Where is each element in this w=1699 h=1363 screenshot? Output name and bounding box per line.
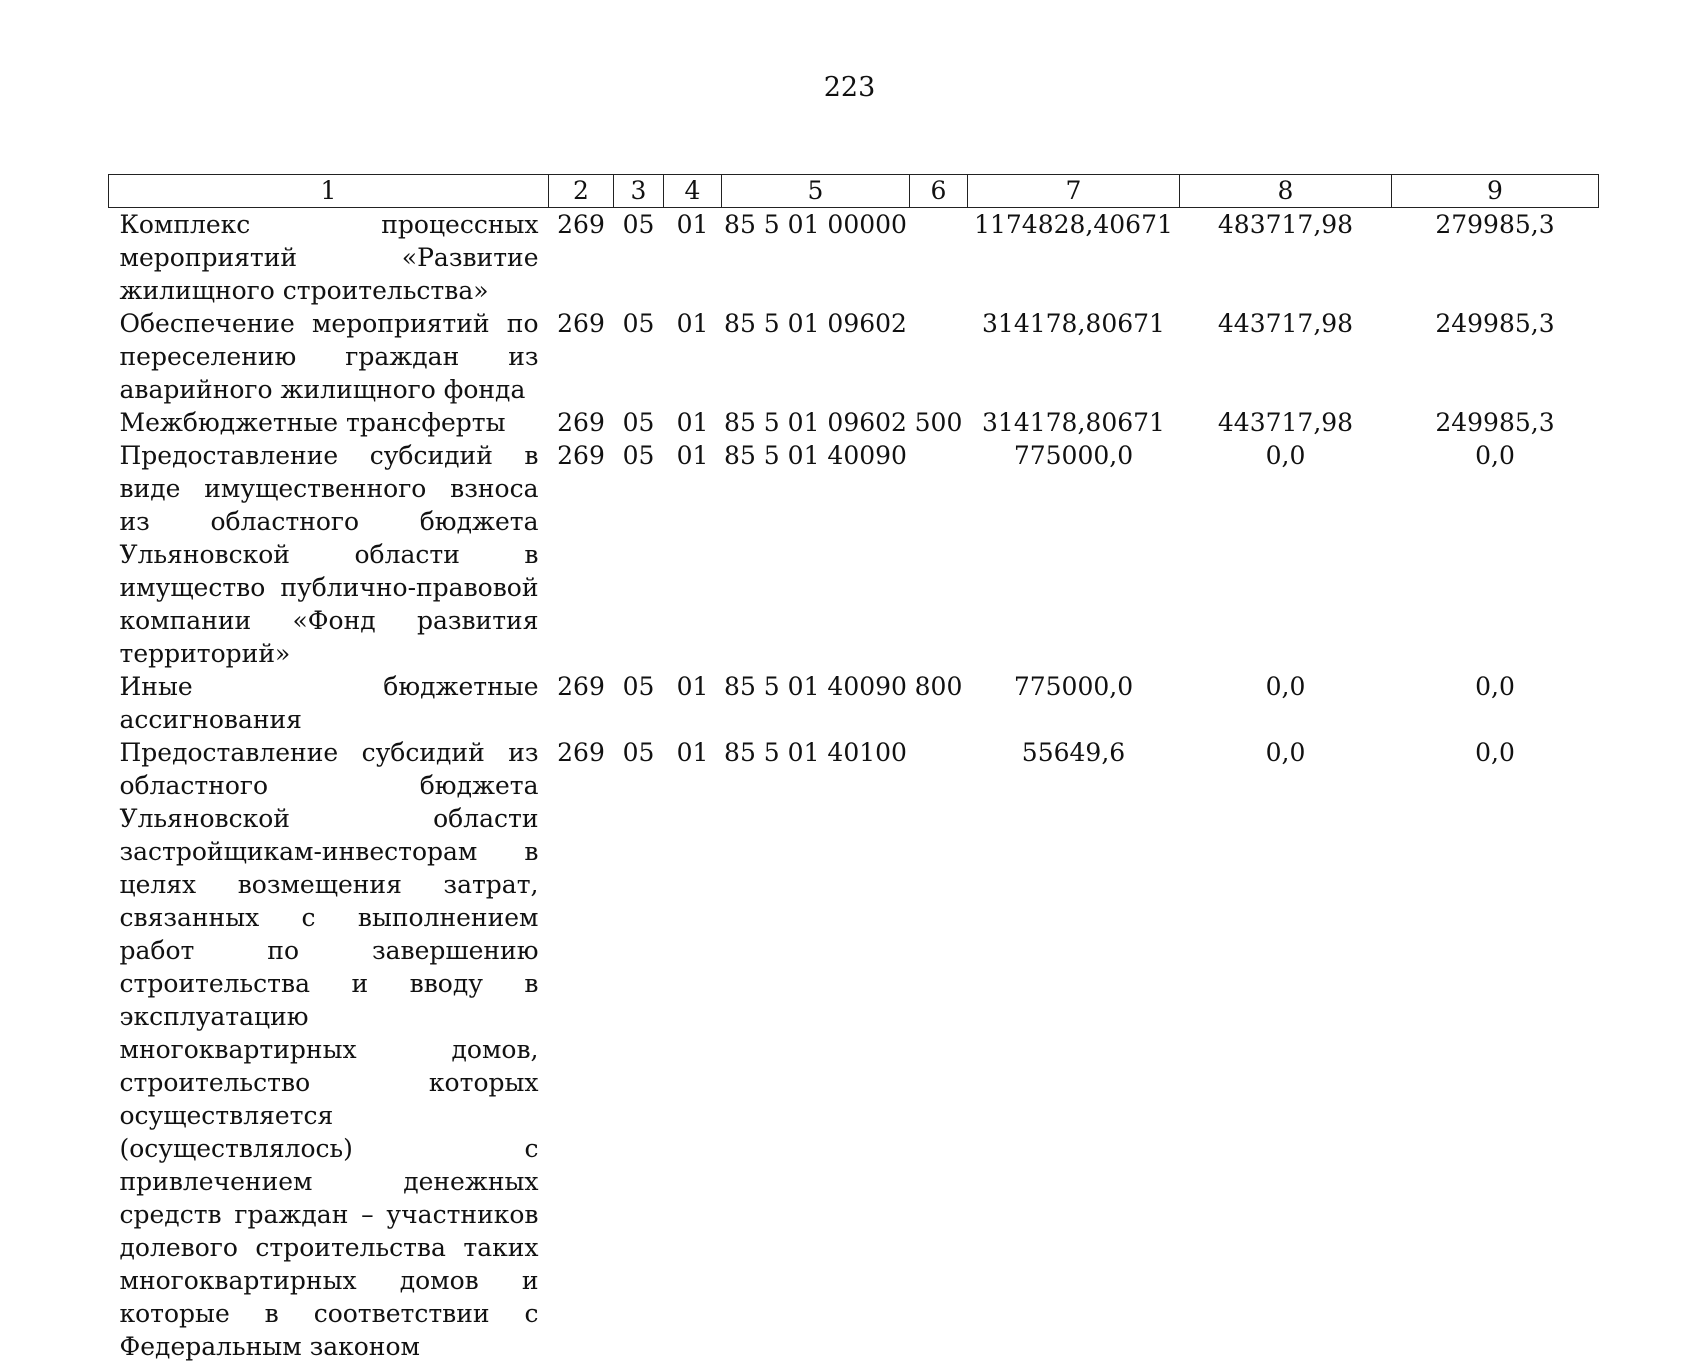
row-code-3: 05 xyxy=(622,309,655,338)
column-header-9: 9 xyxy=(1392,175,1599,208)
row-code-4: 01 xyxy=(676,309,709,338)
row-code-6 xyxy=(910,736,968,1363)
row-code-6 xyxy=(910,307,968,406)
row-name: Комплекс процессных мероприятий «Развитие жилищного строительства» xyxy=(119,210,539,305)
row-code-3: 05 xyxy=(622,408,655,437)
row-code-2: 269 xyxy=(557,408,605,437)
column-header-1: 1 xyxy=(109,175,549,208)
row-name: Иные бюджетные ассигнования xyxy=(119,672,539,734)
row-code-3: 05 xyxy=(622,672,655,701)
column-header-8: 8 xyxy=(1180,175,1392,208)
row-code-2: 269 xyxy=(557,210,605,239)
budget-table xyxy=(108,174,1599,1363)
row-code-3: 05 xyxy=(622,210,655,239)
row-value-7: 1174828,40671 xyxy=(974,210,1173,239)
row-value-8: 443717,98 xyxy=(1217,309,1354,338)
row-code-5: 85 5 01 00000 xyxy=(724,210,907,239)
budget-table-container xyxy=(108,174,1598,1363)
table-row xyxy=(109,670,1599,736)
row-value-9: 0,0 xyxy=(1475,441,1515,470)
row-code-5: 85 5 01 40090 xyxy=(724,441,907,470)
row-code-4: 01 xyxy=(676,441,709,470)
row-code-5: 85 5 01 09602 xyxy=(724,408,907,437)
row-value-8: 443717,98 xyxy=(1217,408,1354,437)
row-name: Предоставление субсидий из областного бюджета Ульяновской области застройщикам-инвесторам в целях возмещения затрат, связанных с выполнением работ по завершению строительства и вводу в эксплуатацию многоквартирных домов, строительство которых осуществляется (осуществлялось) с привлечением денежных средств граждан – участников долевого строительства таких многоквартирных домов и которые в соответствии с Федеральным законом xyxy=(119,738,539,1361)
row-value-7: 314178,80671 xyxy=(982,408,1165,437)
column-header-3: 3 xyxy=(614,175,664,208)
row-code-4: 01 xyxy=(676,408,709,437)
row-code-5: 85 5 01 09602 xyxy=(724,309,907,338)
row-code-4: 01 xyxy=(676,738,709,767)
column-header-4: 4 xyxy=(664,175,722,208)
row-code-3: 05 xyxy=(622,441,655,470)
row-value-8: 0,0 xyxy=(1265,672,1306,701)
column-header-7: 7 xyxy=(968,175,1180,208)
table-row xyxy=(109,208,1599,308)
table-row xyxy=(109,406,1599,439)
row-value-7: 55649,6 xyxy=(1021,738,1126,767)
row-value-9: 249985,3 xyxy=(1435,309,1555,338)
row-value-9: 0,0 xyxy=(1475,672,1515,701)
column-header-5: 5 xyxy=(722,175,910,208)
row-code-2: 269 xyxy=(557,738,605,767)
row-value-9: 0,0 xyxy=(1475,738,1515,767)
row-code-3: 05 xyxy=(622,738,655,767)
row-code-5: 85 5 01 40090 xyxy=(724,672,907,701)
row-code-4: 01 xyxy=(676,672,709,701)
row-value-7: 775000,0 xyxy=(1013,672,1134,701)
table-row xyxy=(109,307,1599,406)
row-code-6: 500 xyxy=(914,408,963,437)
header-row xyxy=(109,175,1599,208)
row-code-2: 269 xyxy=(557,309,605,338)
row-code-6 xyxy=(910,208,968,308)
row-name: Межбюджетные трансферты xyxy=(119,408,506,437)
row-code-6: 800 xyxy=(914,672,963,701)
row-value-7: 314178,80671 xyxy=(982,309,1165,338)
row-value-8: 0,0 xyxy=(1265,441,1306,470)
row-value-8: 0,0 xyxy=(1265,738,1306,767)
column-header-2: 2 xyxy=(549,175,614,208)
row-code-6 xyxy=(910,439,968,670)
row-value-8: 483717,98 xyxy=(1217,210,1354,239)
column-header-6: 6 xyxy=(910,175,968,208)
row-code-4: 01 xyxy=(676,210,709,239)
row-code-2: 269 xyxy=(557,672,605,701)
row-name: Предоставление субсидий в виде имущественного взноса из областного бюджета Ульяновской области в имущество публично-правовой компании «Фонд развития территорий» xyxy=(119,441,539,668)
row-code-5: 85 5 01 40100 xyxy=(724,738,907,767)
table-row xyxy=(109,439,1599,670)
row-value-9: 249985,3 xyxy=(1435,408,1555,437)
page-number: 223 xyxy=(823,72,876,103)
table-row xyxy=(109,736,1599,1363)
row-code-2: 269 xyxy=(557,441,605,470)
row-value-7: 775000,0 xyxy=(1013,441,1134,470)
row-value-9: 279985,3 xyxy=(1435,210,1555,239)
row-name: Обеспечение мероприятий по переселению граждан из аварийного жилищного фонда xyxy=(119,309,539,404)
